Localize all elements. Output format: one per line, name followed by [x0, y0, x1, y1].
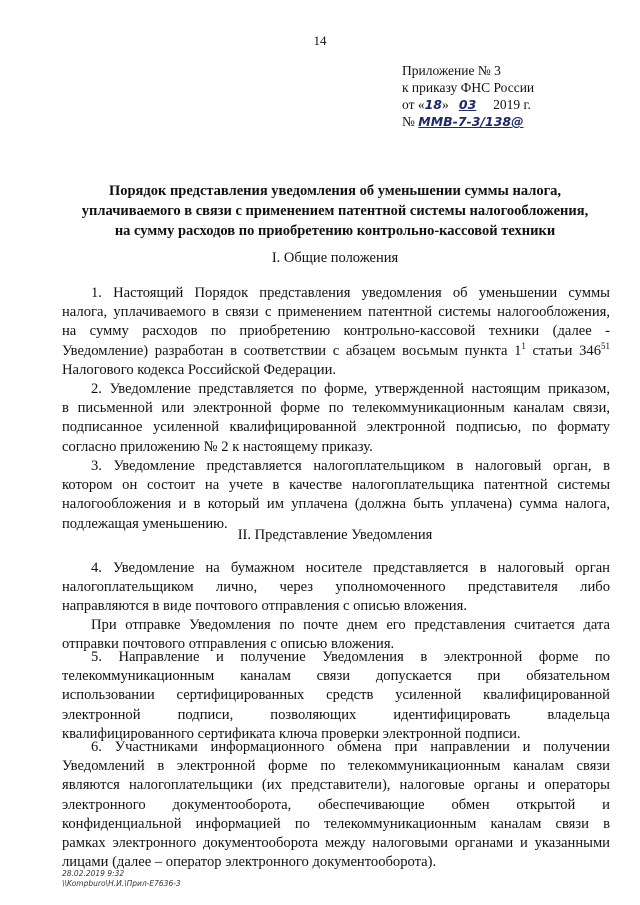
text-line: Уведомлений в электронной форме по телекоммуникационным каналам связи — [62, 758, 610, 775]
text-line: налога, уплачиваемого в связи с применением патентной системы налогообложения, — [62, 304, 610, 321]
text-line: подлежащая уменьшению. — [62, 515, 228, 532]
date-day: 18 — [424, 97, 443, 112]
text-line: отправки почтового отправления с описью вложения. — [62, 636, 395, 653]
section-2-heading: II. Представление Уведомления — [237, 527, 433, 543]
text-fragment: Уведомление) разработан в соответствии с абзацем восьмым пункта 1 — [62, 342, 522, 359]
text-fragment: статьи 346 — [525, 342, 601, 359]
text-line: Налогового кодекса Российской Федерации. — [62, 361, 337, 378]
text-line: 1. Настоящий Порядок представления уведомления об уменьшении суммы — [91, 285, 610, 301]
number-value: ММВ-7-3/138@ — [418, 114, 524, 129]
appendix-date — [402, 96, 534, 113]
number-prefix: № — [402, 114, 415, 129]
paragraph-3 — [62, 457, 610, 534]
paragraph-5 — [62, 648, 610, 744]
text-line: телекоммуникационным каналам связи допускается при обязательном — [62, 668, 610, 685]
appendix-order-ref: к приказу ФНС России — [402, 80, 535, 95]
title-line-3: на сумму расходов по приобретению контрольно-кассовой техники — [114, 223, 556, 239]
text-line: 3. Уведомление представляется налогоплательщиком в налоговый орган, в — [91, 458, 610, 474]
text-line: использовании сертифицированных средств усиленной квалифицированной — [62, 687, 610, 704]
section-1-heading: I. Общие положения — [271, 250, 399, 266]
text-line: на сумму расходов по приобретению контрольно-кассовой техники (далее - — [62, 323, 610, 340]
date-year: 2019 г. — [493, 97, 531, 112]
text-line: являются налогоплательщики (их представители), налоговые органы и операторы — [62, 777, 610, 794]
paragraph-2 — [62, 380, 610, 457]
date-prefix: от « — [402, 97, 425, 112]
text-line: 6. Участниками информационного обмена при направлении и получении — [91, 739, 610, 755]
appendix-header — [402, 62, 534, 130]
text-line: 2. Уведомление представляется по форме, утвержденной настоящим приказом, — [91, 381, 610, 397]
text-line: подписанное усиленной квалифицированной электронной подписью, по формату — [62, 419, 610, 436]
text-line: налогообложения и в который им уплачена (должна быть уплачена) сумма налога, — [62, 496, 610, 513]
footnote-sup: 51 — [601, 340, 610, 351]
page-number: 14 — [313, 33, 327, 48]
text-line: в письменной или электронной форме по телекоммуникационным каналам связи, — [62, 400, 610, 417]
text-line: котором он состоит на учете в качестве налогоплательщика патентной системы — [62, 477, 610, 494]
text-line-with-refs — [62, 342, 610, 361]
date-month: 03 — [458, 97, 477, 112]
text-line: электронной подписи, позволяющих идентифицировать владельца — [62, 706, 610, 723]
footnote-sup: 1 — [521, 340, 526, 351]
date-mid: » — [442, 97, 449, 112]
document-title — [40, 181, 630, 241]
text-line: лицами (далее – оператор электронного документооборота). — [62, 854, 437, 871]
appendix-title: Приложение № 3 — [402, 63, 501, 78]
text-line: 4. Уведомление на бумажном носителе представляется в налоговый орган — [91, 560, 610, 576]
footer-file-path: \\Kompburo\Н.И.\Прил-E7636-3 — [62, 879, 181, 888]
text-line: согласно приложению № 2 к настоящему приказу. — [62, 438, 373, 455]
text-line: налогоплательщиком лично, через уполномоченного представителя либо — [62, 579, 610, 596]
text-line: электронного документооборота, обеспечивающие обмен открытой и — [62, 796, 610, 813]
text-line: квалифицированного сертификата ключа проверки электронной подписи. — [62, 725, 521, 742]
paragraph-1 — [62, 284, 610, 380]
paragraph-4 — [62, 559, 610, 617]
title-line-2: уплачиваемого в связи с применением патентной системы налогообложения, — [81, 203, 589, 219]
footer-timestamp: 28.02.2019 9:32 — [62, 869, 125, 878]
appendix-number — [402, 113, 534, 130]
text-line: конфиденциальной информацией по телекоммуникационным каналам связи в — [62, 815, 610, 832]
title-line-1: Порядок представления уведомления об уменьшении суммы налога, — [108, 183, 562, 199]
text-line: 5. Направление и получение Уведомления в электронной форме по — [91, 649, 610, 665]
text-line: При отправке Уведомления по почте днем его представления считается дата — [91, 617, 610, 633]
text-line: направляются в виде почтового отправления с описью вложения. — [62, 598, 467, 615]
text-line: рамках электронного документооборота между налоговыми органами и указанными — [62, 834, 610, 851]
file-footer — [62, 869, 181, 889]
paragraph-6 — [62, 738, 610, 872]
